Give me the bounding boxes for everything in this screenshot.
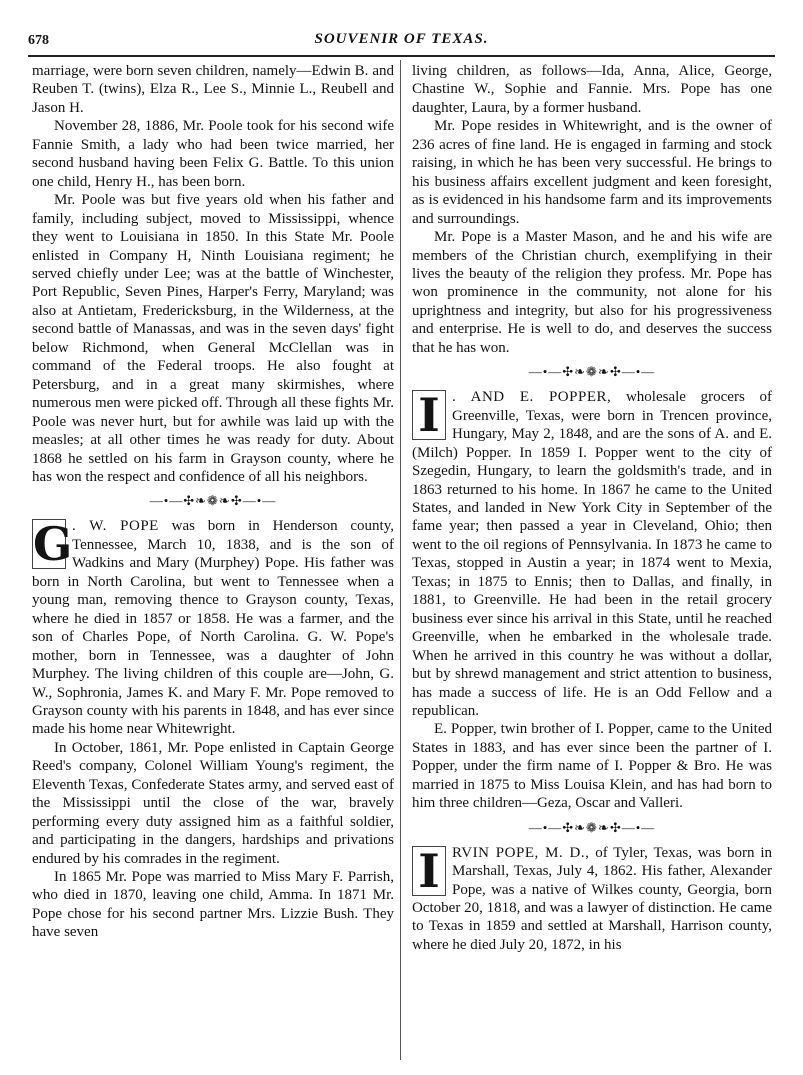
- page-number: 678: [28, 33, 49, 48]
- poole-paragraph-3: Mr. Poole was but five years old when his father and family, including subject, moved to Mississippi, whence they went to Louisiana in 1850. In this State Mr. Poole enlisted in Company H, Ninth Louisiana regiment; he served chiefly under Lee; was at the battle of Winchester, Port Republic, Seven Pines, Harper's Ferry, Maryland; was also at Antietam, Fredericksburg, in the Wilderness, at the second battle of Manassas, and was in the seven days' fight below Richmond, when General McClellan was in command of the Federal troops. He also fought at Petersburg, and in a great many skirmishes, where numerous men were picked off. Through all these fights Mr. Poole was never hurt, but for awhile was laid up with the measles; at all other times he was ready for duty. About 1868 he settled on his farm in Grayson county, where he has won the respect and confidence of all his neighbors.: [32, 192, 394, 485]
- popper-paragraph-2: E. Popper, twin brother of I. Popper, came to the United States in 1883, and has ever since been the partner of I. Popper, under the firm name of I. Popper & Bro. He was married in 1875 to Miss Louisa Klein, and has had born to him three children—Geza, Oscar and Valleri.: [412, 721, 772, 812]
- drop-cap-g: G: [33, 517, 73, 572]
- popper-name: . AND E. POPPER,: [452, 389, 612, 406]
- pope-paragraph-1: [32, 517, 394, 738]
- popper-paragraph-1: [412, 388, 772, 720]
- pope-paragraph-6: Mr. Pope is a Master Mason, and he and his wife are members of the Christian church, exemplifying in their lives the beauty of the religion they profess. Mr. Pope has won prominence in the community, not alone for his uprightness and integrity, but also for his progressiveness and enterprise. He is well to do, and deserves the success that he has won.: [412, 229, 772, 356]
- pope-name: . W. POPE: [72, 518, 159, 535]
- running-title: SOUVENIR OF TEXAS.: [314, 31, 489, 47]
- pope-paragraph-2: In October, 1861, Mr. Pope enlisted in Captain George Reed's company, Colonel William Young's regiment, the Eleventh Texas, Confederate States army, and served east of the Mississippi until the close of the war, bravely performing every duty assigned him as a faithful soldier, and participating in the dangers, hardships and privations endured by his comrades in the regiment.: [32, 739, 394, 867]
- section-ornament: —•—✣❧❁❧✣—•—: [528, 819, 656, 835]
- right-column: [412, 62, 772, 954]
- pope-paragraph-4: living children, as follows—Ida, Anna, Alice, George, Chastine W., Sophie and Fannie. Mrs. Pope has one daughter, Laura, by a former husband.: [412, 63, 772, 116]
- pope-paragraph-5: Mr. Pope resides in Whitewright, and is the owner of 236 acres of fine land. He is engaged in farming and stock raising, in which he has been very successful. He brings to his business affairs excellent judgment and keen foresight, as is evidenced in his handsome farm and its improvements and surroundings.: [412, 118, 772, 227]
- irvin-text-1: of Tyler, Texas, was born in Marshall, Texas, July 4, 1862. His father, Alexander Pope, was a native of Wilkes county, Georgia, born October 20, 1818, and was a lawyer of distinction. He came to Texas in 1859 and settled at Marshall, Harrison county, where he died July 20, 1872, in his: [412, 844, 772, 953]
- drop-cap-irvin: I: [412, 846, 446, 896]
- section-ornament: —•—✣❧❁❧✣—•—: [528, 364, 656, 380]
- irvin-name: RVIN POPE, M. D.,: [452, 844, 590, 861]
- irvin-paragraph-1: [412, 844, 772, 955]
- header-rule: [28, 55, 775, 57]
- section-ornament: —•—✣❧❁❧✣—•—: [149, 493, 277, 509]
- popper-text-1: wholesale grocers of Greenville, Texas, were born in Trencen province, Hungary, May 2, 1848, and are the sons of A. and E. (Milch) Popper. In 1859 I. Popper went to the city of Szegedin, Hungary, to learn the goldsmith's trade, and in 1863 returned to his home. In 1867 he came to the United States, and landed in New York City in September of the fame year; then passed a year in Cleveland, Ohio; then went to the oil regions of Pennsylvania. In 1873 he came to Texas, stopped in Austin a year; in 1874 went to Mexia, Texas; in 1875 to Ennis; then to Dallas, and finally, in 1881, to Greenville. He had been in the retail grocery business ever since his arrival in this State, until he reached Greenville, when he embarked in the wholesale trade. When he arrived in this country he was without a dollar, but by shrewd management and strict attention to business, has made a success of life. He is an Odd Fellow and a republican.: [412, 389, 772, 719]
- drop-cap-i: I: [412, 390, 446, 440]
- poole-paragraph-2: November 28, 1886, Mr. Poole took for his second wife Fannie Smith, a lady who had been twice married, her second husband having been Felix G. Battle. To this union one child, Henry H., has been born.: [32, 118, 394, 190]
- poole-paragraph-1: marriage, were born seven children, namely—Edwin B. and Reuben T. (twins), Elza R., Lee S., Minnie L., Reubell and Jason H.: [32, 63, 394, 116]
- pope-paragraph-3: In 1865 Mr. Pope was married to Miss Mary F. Parrish, who died in 1870, leaving one child, Amma. In 1871 Mr. Pope chose for his second partner Mrs. Lizzie Bush. They have seven: [32, 869, 394, 941]
- column-divider: [400, 60, 401, 1060]
- pope-text-1: was born in Henderson county, Tennessee, March 10, 1838, and is the son of Wadkins and Mary (Murphey) Pope. His father was born in North Carolina, but went to Tennessee when a young man, removing thence to Grayson county, Texas, where he died in 1857 or 1858. He was a farmer, and the son of Charles Pope, of North Carolina. G. W. Pope's mother, born in Tennessee, was a daughter of John Murphey. The living children of this couple are—John, G. W., Sophronia, James K. and Mary F. Mr. Pope removed to Grayson county with his parents in 1848, and has ever since made his home near Whitewright.: [32, 518, 394, 738]
- left-column: [32, 62, 394, 942]
